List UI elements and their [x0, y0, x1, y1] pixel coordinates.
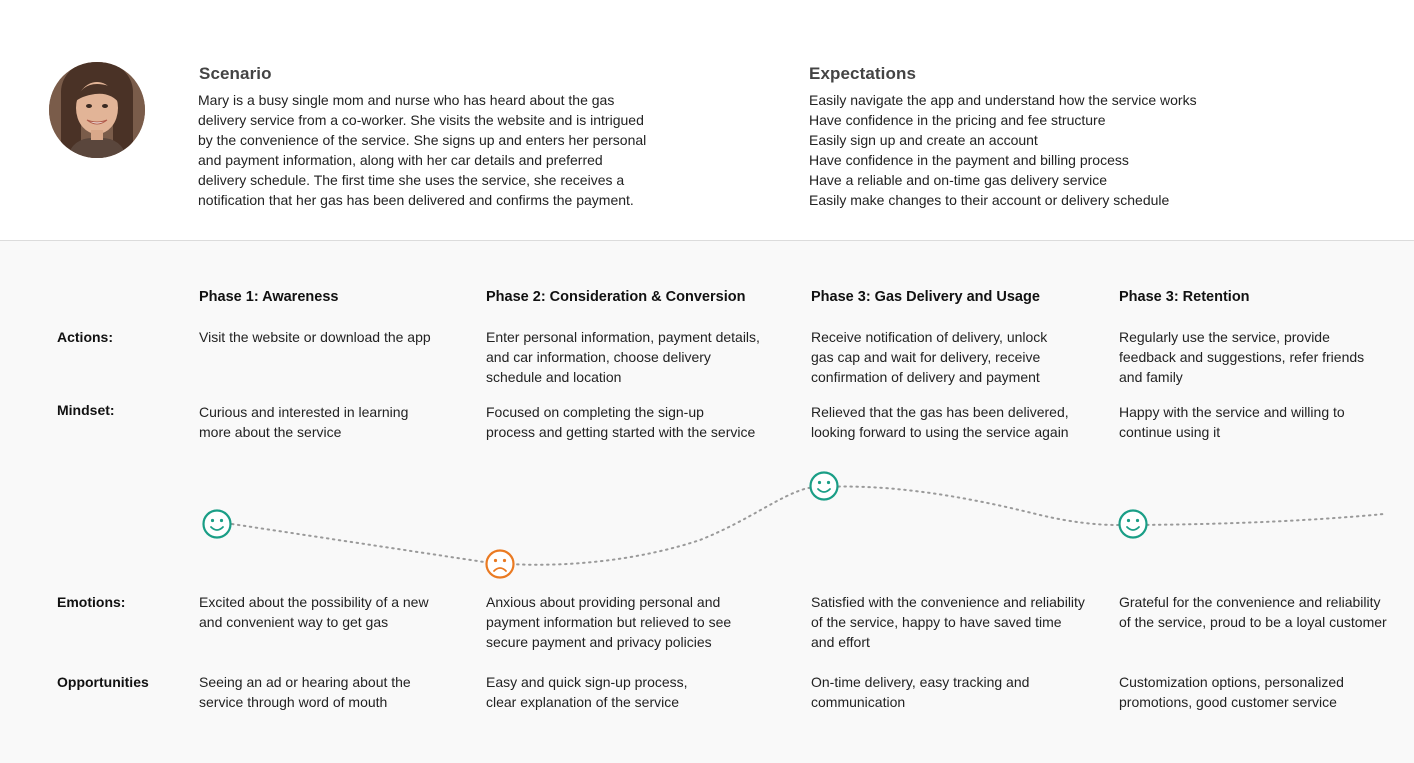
scenario-line: delivery schedule. The first time she uses the service, she receives a [198, 172, 625, 188]
expectation-item: Easily sign up and create an account [809, 132, 1038, 148]
emotions-line: Excited about the possibility of a new [199, 594, 429, 610]
emotions-line: and effort [811, 634, 870, 650]
phase-title: Phase 3: Retention [1119, 289, 1250, 305]
happy-face-icon [811, 473, 838, 500]
opportunities-line: Customization options, personalized [1119, 674, 1344, 690]
actions-line: confirmation of delivery and payment [811, 369, 1040, 385]
happy-face-icon [204, 511, 231, 538]
actions-line: feedback and suggestions, refer friends [1119, 349, 1365, 365]
expectation-item: Have a reliable and on-time gas delivery service [809, 172, 1108, 188]
opportunities-line: On-time delivery, easy tracking and [811, 674, 1030, 690]
actions-line: gas cap and wait for delivery, receive [811, 349, 1041, 365]
emotions-cell [486, 592, 776, 652]
emotions-line: of the service, proud to be a loyal customer [1119, 614, 1387, 630]
emotions-line: of the service, happy to have saved time [811, 614, 1062, 630]
row-label-mindset: Mindset: [57, 402, 115, 418]
scenario-line: notification that her gas has been delivered and confirms the payment. [198, 192, 634, 208]
mindset-line: continue using it [1119, 424, 1221, 440]
actions-line: and family [1119, 369, 1183, 385]
emotions-line: Satisfied with the convenience and reliability [811, 594, 1085, 610]
emotions-cell [199, 592, 459, 632]
phase-title: Phase 2: Consideration & Conversion [486, 289, 746, 305]
phase-title: Phase 3: Gas Delivery and Usage [811, 289, 1040, 305]
emotions-line: Grateful for the convenience and reliability [1119, 594, 1381, 610]
actions-line: Visit the website or download the app [199, 329, 431, 345]
emotions-line: Anxious about providing personal and [486, 594, 721, 610]
row-label-emotions: Emotions: [57, 594, 126, 610]
emotion-curve-line [232, 487, 1384, 565]
mindset-line: process and getting started with the service [486, 424, 756, 440]
actions-line: schedule and location [486, 369, 622, 385]
scenario-line: by the convenience of the service. She signs up and enters her personal [198, 132, 647, 148]
mindset-line: Happy with the service and willing to [1119, 404, 1345, 420]
opportunities-cell [811, 672, 1086, 712]
row-label-actions: Actions: [57, 329, 113, 345]
actions-line: Regularly use the service, provide [1119, 329, 1330, 345]
opportunities-line: Easy and quick sign-up process, [486, 674, 688, 690]
mindset-line: Relieved that the gas has been delivered, [811, 404, 1069, 420]
actions-line: and car information, choose delivery [486, 349, 711, 365]
mindset-line: Focused on completing the sign-up [486, 404, 704, 420]
scenario-title: Scenario [199, 64, 272, 83]
opportunities-line: promotions, good customer service [1119, 694, 1337, 710]
opportunities-cell [1119, 672, 1394, 712]
emotions-cell [811, 592, 1086, 652]
opportunities-line: communication [811, 694, 906, 710]
emotions-line: secure payment and privacy policies [486, 634, 712, 650]
emotions-line: and convenient way to get gas [199, 614, 389, 630]
emotions-line: payment information but relieved to see [486, 614, 732, 630]
actions-line: Enter personal information, payment details, [486, 329, 760, 345]
sad-face-icon [487, 551, 514, 578]
opportunities-line: clear explanation of the service [486, 694, 679, 710]
emotions-cell [1119, 592, 1394, 632]
expectations-title: Expectations [809, 64, 917, 83]
happy-face-icon [1120, 511, 1147, 538]
expectation-item: Have confidence in the pricing and fee structure [809, 112, 1106, 128]
scenario-line: delivery service from a co-worker. She visits the website and is intrigued [198, 112, 644, 128]
expectation-item: Have confidence in the payment and billing process [809, 152, 1129, 168]
expectation-item: Easily navigate the app and understand how the service works [809, 92, 1197, 108]
mindset-line: Curious and interested in learning [199, 404, 409, 420]
actions-line: Receive notification of delivery, unlock [811, 329, 1048, 345]
opportunities-cell [199, 672, 459, 712]
row-label-opportunities: Opportunities [57, 674, 149, 690]
phase-title: Phase 1: Awareness [199, 289, 339, 305]
mindset-line: looking forward to using the service again [811, 424, 1069, 440]
expectation-item: Easily make changes to their account or delivery schedule [809, 192, 1170, 208]
scenario-line: and payment information, along with her car details and preferred [198, 152, 603, 168]
scenario-line: Mary is a busy single mom and nurse who has heard about the gas [198, 92, 615, 108]
mindset-line: more about the service [199, 424, 342, 440]
opportunities-cell [486, 672, 776, 712]
opportunities-line: Seeing an ad or hearing about the [199, 674, 411, 690]
opportunities-line: service through word of mouth [199, 694, 388, 710]
